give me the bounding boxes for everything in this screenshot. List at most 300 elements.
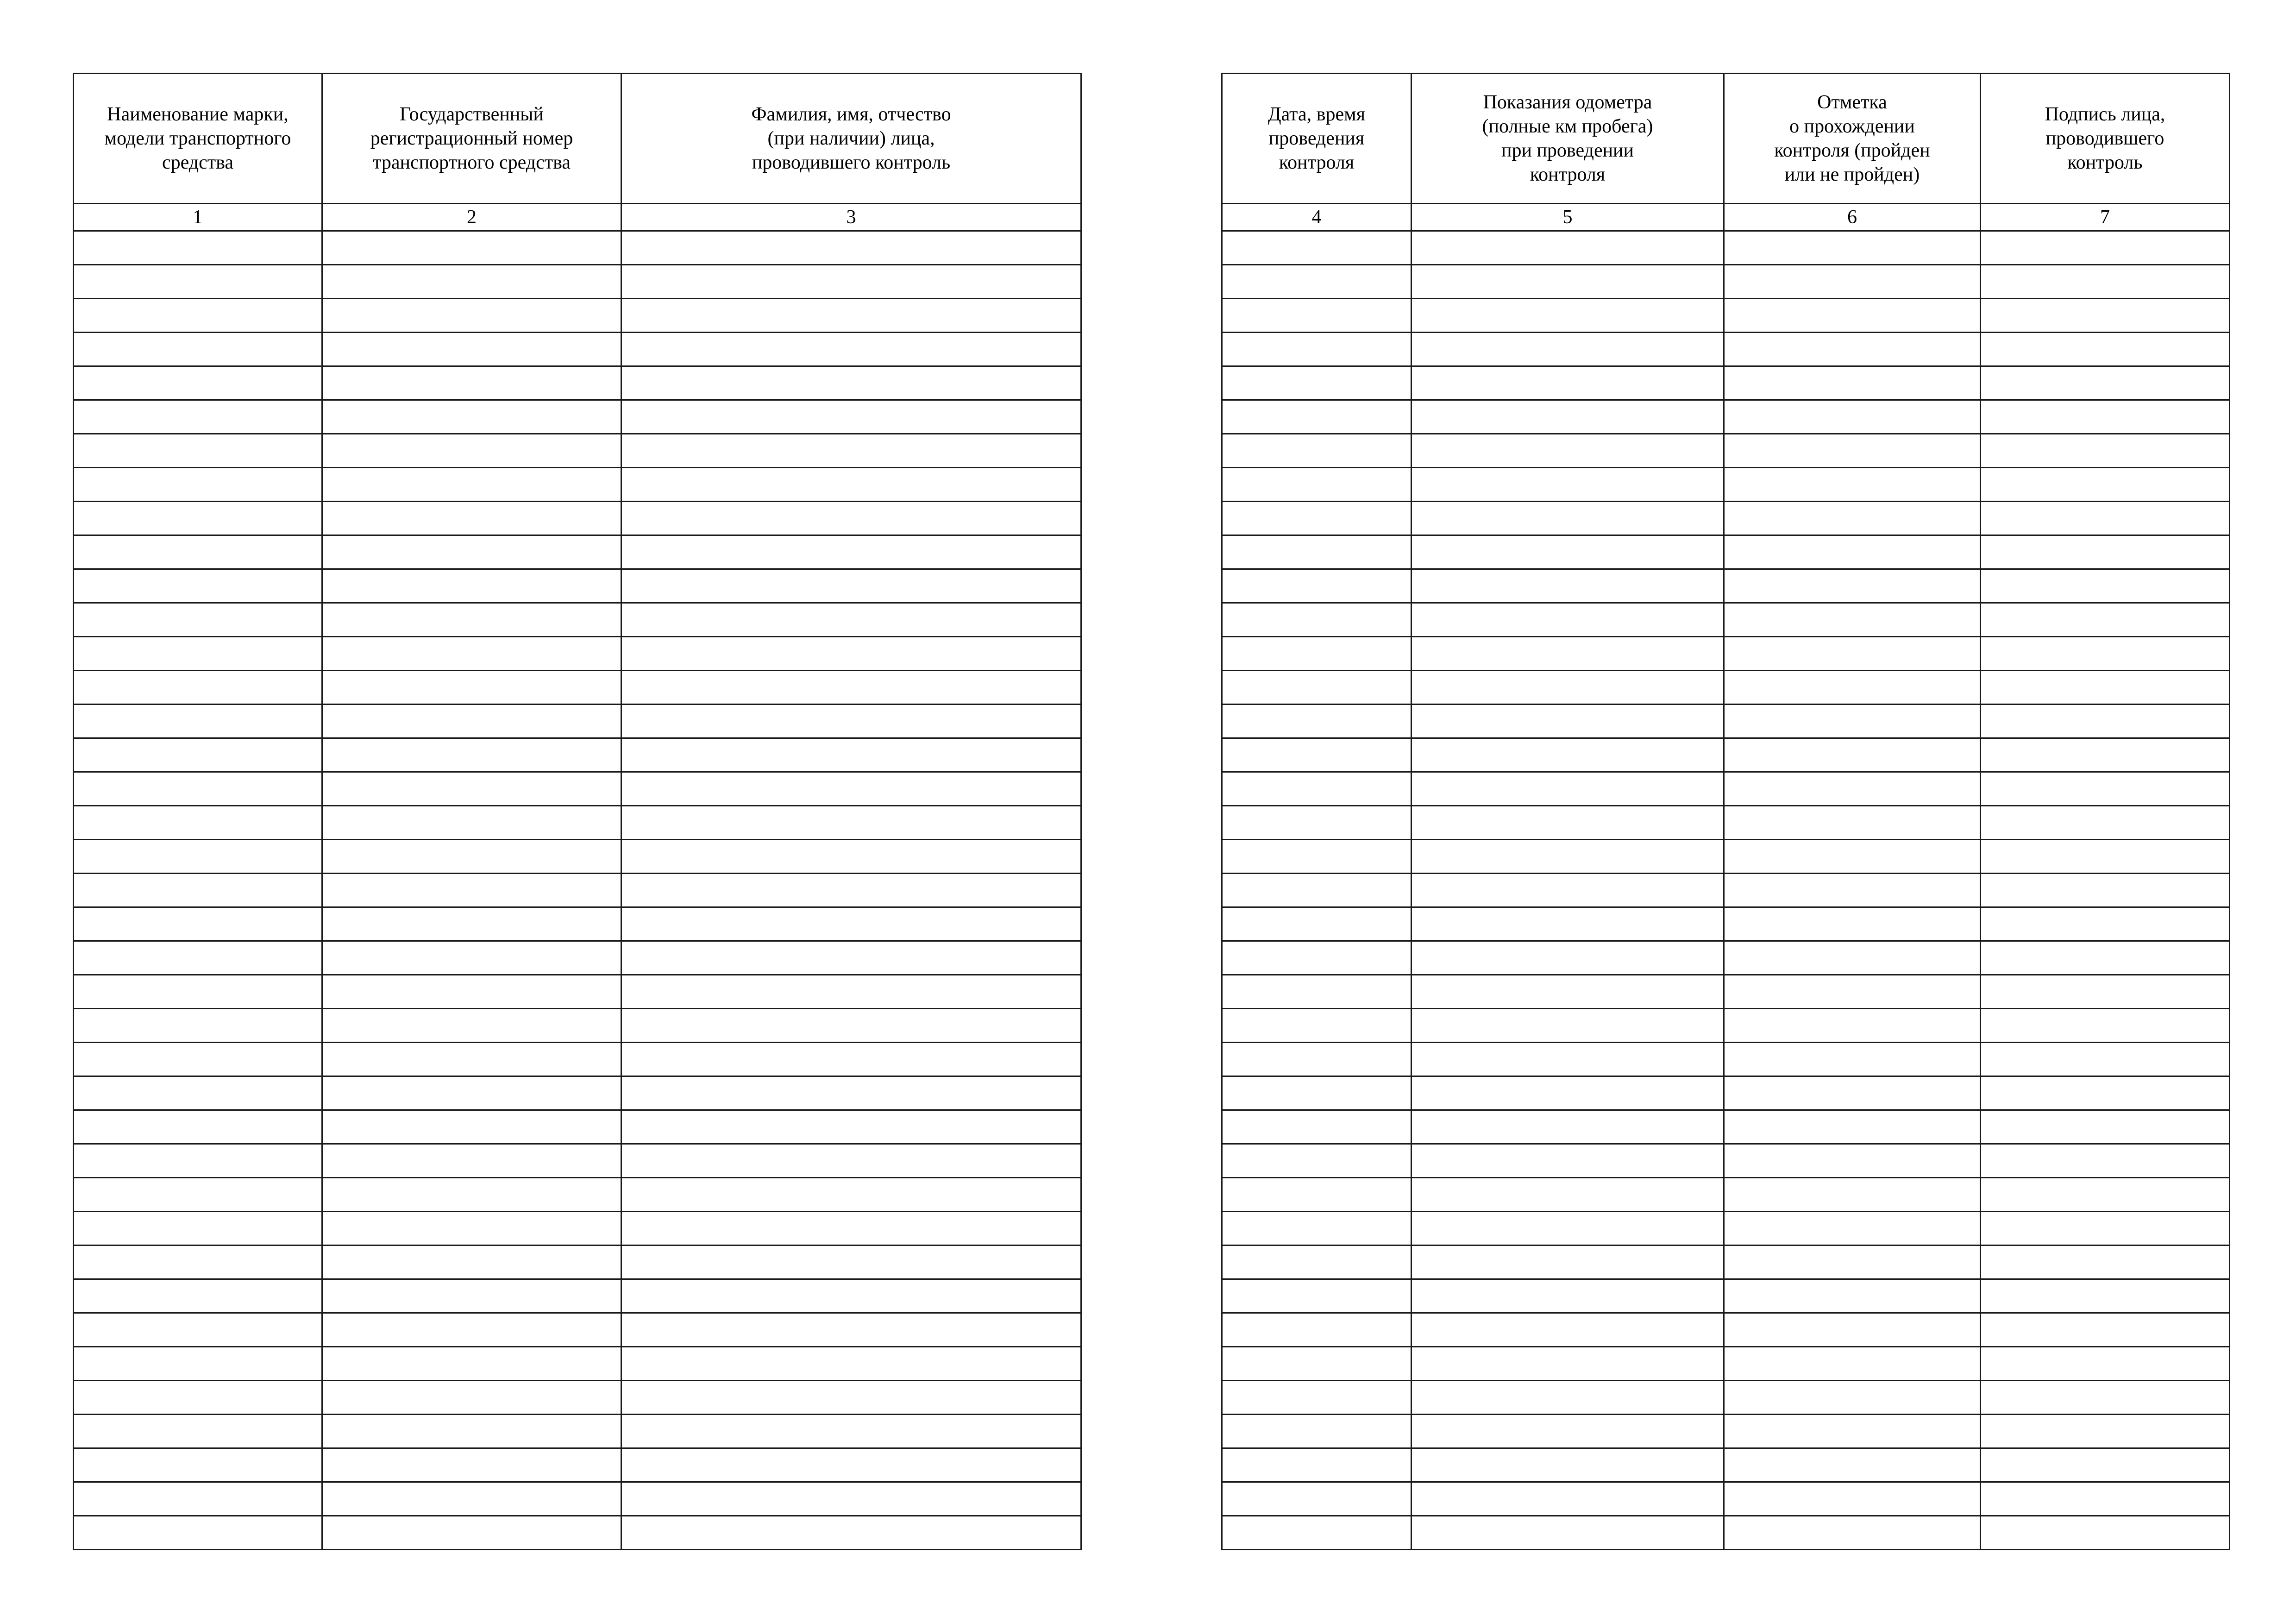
table-cell[interactable] (1724, 840, 1981, 874)
table-cell[interactable] (1411, 569, 1724, 603)
table-cell[interactable] (1724, 333, 1981, 366)
table-cell[interactable] (1981, 874, 2230, 907)
table-cell[interactable] (74, 1516, 322, 1550)
table-row (1222, 231, 2230, 265)
table-cell[interactable] (621, 1279, 1081, 1313)
table-cell[interactable] (1724, 1076, 1981, 1110)
table-cell[interactable] (1981, 1076, 2230, 1110)
table-cell[interactable] (1222, 1076, 1411, 1110)
table-cell[interactable] (322, 1076, 621, 1110)
table-cell[interactable] (322, 502, 621, 535)
table-cell[interactable] (74, 1076, 322, 1110)
table-cell[interactable] (322, 1178, 621, 1212)
table-cell[interactable] (1724, 603, 1981, 637)
table-cell[interactable] (621, 671, 1081, 705)
table-cell[interactable] (621, 434, 1081, 468)
table-cell[interactable] (1981, 840, 2230, 874)
table-cell[interactable] (1411, 1313, 1724, 1347)
table-cell[interactable] (621, 1313, 1081, 1347)
table-cell[interactable] (1724, 1212, 1981, 1246)
table-cell[interactable] (1411, 1279, 1724, 1313)
table-cell[interactable] (1981, 772, 2230, 806)
table-cell[interactable] (74, 738, 322, 772)
table-cell[interactable] (1724, 1043, 1981, 1076)
table-cell[interactable] (322, 941, 621, 975)
table-cell[interactable] (1222, 366, 1411, 400)
table-cell[interactable] (1981, 1516, 2230, 1550)
table-row (74, 1246, 1081, 1279)
table-cell[interactable] (1411, 1076, 1724, 1110)
table-cell[interactable] (1724, 1246, 1981, 1279)
table-row (1222, 603, 2230, 637)
table-row (1222, 502, 2230, 535)
table-cell[interactable] (1724, 1110, 1981, 1144)
table-cell[interactable] (621, 1381, 1081, 1415)
column-number: 4 (1222, 204, 1411, 231)
table-cell[interactable] (1411, 434, 1724, 468)
table-cell[interactable] (322, 637, 621, 671)
table-cell[interactable] (74, 705, 322, 738)
table-cell[interactable] (621, 1448, 1081, 1482)
table-cell[interactable] (621, 1178, 1081, 1212)
table-cell[interactable] (1222, 1043, 1411, 1076)
table-cell[interactable] (74, 400, 322, 434)
table-cell[interactable] (1222, 569, 1411, 603)
table-cell[interactable] (322, 1279, 621, 1313)
table-cell[interactable] (74, 1043, 322, 1076)
table-cell[interactable] (1724, 806, 1981, 840)
table-cell[interactable] (1222, 806, 1411, 840)
table-cell[interactable] (322, 1212, 621, 1246)
table-row (1222, 468, 2230, 502)
table-cell[interactable] (621, 502, 1081, 535)
table-cell[interactable] (1411, 637, 1724, 671)
table-cell[interactable] (1724, 1381, 1981, 1415)
table-cell[interactable] (322, 705, 621, 738)
table-cell[interactable] (1411, 231, 1724, 265)
table-cell[interactable] (74, 603, 322, 637)
table-cell[interactable] (1222, 907, 1411, 941)
table-cell[interactable] (621, 265, 1081, 299)
table-row (74, 603, 1081, 637)
table-cell[interactable] (1724, 907, 1981, 941)
table-cell[interactable] (1222, 1110, 1411, 1144)
table-cell[interactable] (621, 772, 1081, 806)
table-cell[interactable] (1411, 603, 1724, 637)
table-cell[interactable] (621, 366, 1081, 400)
table-cell[interactable] (1724, 502, 1981, 535)
table-cell[interactable] (1981, 333, 2230, 366)
table-cell[interactable] (1981, 1313, 2230, 1347)
table-cell[interactable] (1222, 265, 1411, 299)
table-cell[interactable] (74, 1144, 322, 1178)
table-cell[interactable] (74, 840, 322, 874)
table-cell[interactable] (1981, 400, 2230, 434)
table-row (74, 705, 1081, 738)
table-cell[interactable] (322, 1144, 621, 1178)
table-row (74, 1381, 1081, 1415)
table-cell[interactable] (74, 1482, 322, 1516)
table-cell[interactable] (1724, 671, 1981, 705)
table-cell[interactable] (1981, 299, 2230, 333)
table-cell[interactable] (1222, 975, 1411, 1009)
table-cell[interactable] (322, 671, 621, 705)
table-cell[interactable] (1411, 535, 1724, 569)
table-cell[interactable] (1981, 265, 2230, 299)
table-cell[interactable] (74, 366, 322, 400)
table-cell[interactable] (322, 1313, 621, 1347)
table-cell[interactable] (1222, 840, 1411, 874)
table-cell[interactable] (1411, 1144, 1724, 1178)
table-cell[interactable] (1724, 535, 1981, 569)
table-cell[interactable] (1222, 738, 1411, 772)
table-row (1222, 569, 2230, 603)
table-cell[interactable] (1724, 772, 1981, 806)
table-cell[interactable] (1724, 705, 1981, 738)
table-cell[interactable] (322, 1415, 621, 1448)
table-cell[interactable] (1724, 434, 1981, 468)
table-cell[interactable] (1222, 1279, 1411, 1313)
table-cell[interactable] (74, 1110, 322, 1144)
table-cell[interactable] (322, 1448, 621, 1482)
table-cell[interactable] (1411, 502, 1724, 535)
table-cell[interactable] (1981, 502, 2230, 535)
table-cell[interactable] (1724, 1415, 1981, 1448)
table-cell[interactable] (1222, 941, 1411, 975)
table-cell[interactable] (322, 806, 621, 840)
table-cell[interactable] (322, 231, 621, 265)
table-cell[interactable] (621, 400, 1081, 434)
table-cell[interactable] (621, 333, 1081, 366)
table-cell[interactable] (1981, 434, 2230, 468)
table-cell[interactable] (1724, 1448, 1981, 1482)
table-cell[interactable] (322, 434, 621, 468)
table-cell[interactable] (621, 1212, 1081, 1246)
column-number-row (1222, 204, 2230, 231)
table-cell[interactable] (1724, 975, 1981, 1009)
table-cell[interactable] (1411, 705, 1724, 738)
table-cell[interactable] (1981, 569, 2230, 603)
table-cell[interactable] (74, 1178, 322, 1212)
table-cell[interactable] (621, 1076, 1081, 1110)
table-cell[interactable] (322, 1043, 621, 1076)
table-cell[interactable] (74, 1347, 322, 1381)
table-cell[interactable] (1411, 1415, 1724, 1448)
table-row (74, 1076, 1081, 1110)
table-cell[interactable] (74, 941, 322, 975)
table-cell[interactable] (322, 1009, 621, 1043)
table-cell[interactable] (1411, 366, 1724, 400)
table-cell[interactable] (621, 1043, 1081, 1076)
table-cell[interactable] (621, 705, 1081, 738)
table-row (1222, 671, 2230, 705)
table-cell[interactable] (621, 874, 1081, 907)
table-cell[interactable] (621, 569, 1081, 603)
table-cell[interactable] (1724, 637, 1981, 671)
table-cell[interactable] (1981, 468, 2230, 502)
table-cell[interactable] (621, 1110, 1081, 1144)
table-cell[interactable] (322, 400, 621, 434)
table-cell[interactable] (1411, 907, 1724, 941)
table-cell[interactable] (322, 772, 621, 806)
table-cell[interactable] (322, 569, 621, 603)
table-cell[interactable] (74, 299, 322, 333)
table-cell[interactable] (74, 569, 322, 603)
table-cell[interactable] (1222, 1144, 1411, 1178)
table-cell[interactable] (1222, 468, 1411, 502)
table-row (74, 1110, 1081, 1144)
table-row (74, 1313, 1081, 1347)
table-cell[interactable] (1981, 1110, 2230, 1144)
table-cell[interactable] (621, 975, 1081, 1009)
table-cell[interactable] (621, 1516, 1081, 1550)
table-cell[interactable] (621, 468, 1081, 502)
table-cell[interactable] (322, 1347, 621, 1381)
table-cell[interactable] (1411, 1448, 1724, 1482)
table-cell[interactable] (1411, 1482, 1724, 1516)
table-cell[interactable] (1411, 1381, 1724, 1415)
table-cell[interactable] (1724, 569, 1981, 603)
table-cell[interactable] (1724, 468, 1981, 502)
table-cell[interactable] (74, 1279, 322, 1313)
table-cell[interactable] (1981, 907, 2230, 941)
table-cell[interactable] (322, 299, 621, 333)
table-cell[interactable] (1724, 1482, 1981, 1516)
table-cell[interactable] (1411, 941, 1724, 975)
table-cell[interactable] (1981, 1347, 2230, 1381)
table-cell[interactable] (621, 231, 1081, 265)
table-cell[interactable] (1981, 975, 2230, 1009)
table-cell[interactable] (1411, 1246, 1724, 1279)
table-cell[interactable] (1222, 535, 1411, 569)
table-cell[interactable] (1222, 1516, 1411, 1550)
table-cell[interactable] (1222, 1009, 1411, 1043)
table-cell[interactable] (1724, 231, 1981, 265)
table-cell[interactable] (1411, 772, 1724, 806)
table-cell[interactable] (621, 1415, 1081, 1448)
table-cell[interactable] (74, 1448, 322, 1482)
table-cell[interactable] (74, 671, 322, 705)
table-cell[interactable] (621, 840, 1081, 874)
table-cell[interactable] (1724, 366, 1981, 400)
table-cell[interactable] (1411, 806, 1724, 840)
table-cell[interactable] (322, 975, 621, 1009)
table-cell[interactable] (1724, 874, 1981, 907)
table-cell[interactable] (621, 907, 1081, 941)
table-cell[interactable] (322, 366, 621, 400)
table-row (74, 502, 1081, 535)
table-cell[interactable] (1981, 1279, 2230, 1313)
table-cell[interactable] (322, 265, 621, 299)
table-cell[interactable] (322, 738, 621, 772)
table-cell[interactable] (322, 1246, 621, 1279)
table-cell[interactable] (1222, 1448, 1411, 1482)
table-cell[interactable] (1724, 265, 1981, 299)
table-row (1222, 265, 2230, 299)
table-cell[interactable] (1981, 366, 2230, 400)
table-cell[interactable] (1222, 1381, 1411, 1415)
table-cell[interactable] (621, 806, 1081, 840)
table-cell[interactable] (1981, 671, 2230, 705)
table-cell[interactable] (1981, 1415, 2230, 1448)
table-cell[interactable] (74, 468, 322, 502)
table-cell[interactable] (1222, 1212, 1411, 1246)
table-cell[interactable] (1222, 1347, 1411, 1381)
table-cell[interactable] (1724, 1347, 1981, 1381)
table-cell[interactable] (1411, 1009, 1724, 1043)
table-cell[interactable] (1724, 400, 1981, 434)
table-row (1222, 366, 2230, 400)
table-cell[interactable] (621, 1009, 1081, 1043)
table-cell[interactable] (1222, 1415, 1411, 1448)
table-cell[interactable] (1981, 1482, 2230, 1516)
table-cell[interactable] (74, 265, 322, 299)
table-cell[interactable] (1724, 1144, 1981, 1178)
table-cell[interactable] (1411, 1043, 1724, 1076)
table-cell[interactable] (1411, 1347, 1724, 1381)
table-cell[interactable] (1222, 333, 1411, 366)
table-cell[interactable] (1981, 1246, 2230, 1279)
table-row (1222, 1381, 2230, 1415)
table-cell[interactable] (1411, 840, 1724, 874)
table-cell[interactable] (1411, 738, 1724, 772)
table-cell[interactable] (1411, 975, 1724, 1009)
table-row (74, 434, 1081, 468)
table-cell[interactable] (1981, 1381, 2230, 1415)
table-cell[interactable] (1724, 299, 1981, 333)
table-cell[interactable] (621, 1482, 1081, 1516)
table-cell[interactable] (1981, 705, 2230, 738)
table-cell[interactable] (1411, 265, 1724, 299)
table-cell[interactable] (621, 1144, 1081, 1178)
table-row (1222, 299, 2230, 333)
table-row (1222, 535, 2230, 569)
table-cell[interactable] (1411, 400, 1724, 434)
table-cell[interactable] (322, 1516, 621, 1550)
table-cell[interactable] (74, 1415, 322, 1448)
table-cell[interactable] (322, 535, 621, 569)
table-cell[interactable] (1411, 333, 1724, 366)
table-cell[interactable] (621, 941, 1081, 975)
table-cell[interactable] (1724, 1279, 1981, 1313)
table-cell[interactable] (621, 738, 1081, 772)
table-cell[interactable] (1981, 231, 2230, 265)
table-cell[interactable] (1222, 231, 1411, 265)
table-cell[interactable] (74, 535, 322, 569)
column-header-registration-number: Государственный регистрационный номер транспортного средства (322, 74, 621, 204)
table-cell[interactable] (1981, 941, 2230, 975)
table-cell[interactable] (322, 333, 621, 366)
table-cell[interactable] (1981, 738, 2230, 772)
table-cell[interactable] (1222, 874, 1411, 907)
table-cell[interactable] (1222, 299, 1411, 333)
table-cell[interactable] (1981, 637, 2230, 671)
table-cell[interactable] (74, 907, 322, 941)
table-cell[interactable] (322, 603, 621, 637)
table-cell[interactable] (1724, 1009, 1981, 1043)
table-cell[interactable] (1981, 535, 2230, 569)
table-cell[interactable] (1981, 1448, 2230, 1482)
table-cell[interactable] (1222, 434, 1411, 468)
table-cell[interactable] (621, 299, 1081, 333)
table-cell[interactable] (322, 907, 621, 941)
table-cell[interactable] (621, 535, 1081, 569)
table-cell[interactable] (1724, 1516, 1981, 1550)
table-cell[interactable] (1981, 603, 2230, 637)
table-cell[interactable] (621, 637, 1081, 671)
table-row (1222, 705, 2230, 738)
table-cell[interactable] (1411, 1516, 1724, 1550)
table-cell[interactable] (1981, 806, 2230, 840)
table-cell[interactable] (74, 502, 322, 535)
table-cell[interactable] (74, 1381, 322, 1415)
table-cell[interactable] (1411, 299, 1724, 333)
table-cell[interactable] (1411, 671, 1724, 705)
table-cell[interactable] (1981, 1144, 2230, 1178)
table-cell[interactable] (1411, 1212, 1724, 1246)
table-cell[interactable] (1981, 1212, 2230, 1246)
table-cell[interactable] (1222, 1246, 1411, 1279)
table-cell[interactable] (74, 1009, 322, 1043)
table-cell[interactable] (1222, 772, 1411, 806)
table-cell[interactable] (1724, 941, 1981, 975)
table-cell[interactable] (1222, 1482, 1411, 1516)
table-cell[interactable] (1411, 1110, 1724, 1144)
table-cell[interactable] (322, 1381, 621, 1415)
table-cell[interactable] (1724, 1313, 1981, 1347)
table-cell[interactable] (1981, 1009, 2230, 1043)
table-cell[interactable] (1222, 1178, 1411, 1212)
table-cell[interactable] (74, 975, 322, 1009)
table-cell[interactable] (74, 1212, 322, 1246)
table-cell[interactable] (621, 1347, 1081, 1381)
table-cell[interactable] (621, 603, 1081, 637)
table-cell[interactable] (322, 1482, 621, 1516)
table-cell[interactable] (322, 468, 621, 502)
table-cell[interactable] (74, 1246, 322, 1279)
table-cell[interactable] (1222, 637, 1411, 671)
table-cell[interactable] (1981, 1043, 2230, 1076)
table-cell[interactable] (74, 806, 322, 840)
table-cell[interactable] (1222, 705, 1411, 738)
table-cell[interactable] (1411, 468, 1724, 502)
table-cell[interactable] (322, 840, 621, 874)
table-cell[interactable] (1222, 502, 1411, 535)
table-cell[interactable] (74, 637, 322, 671)
table-cell[interactable] (74, 231, 322, 265)
table-cell[interactable] (1724, 1178, 1981, 1212)
table-cell[interactable] (322, 1110, 621, 1144)
table-cell[interactable] (74, 874, 322, 907)
table-cell[interactable] (1222, 1313, 1411, 1347)
table-cell[interactable] (1222, 400, 1411, 434)
table-cell[interactable] (74, 333, 322, 366)
table-cell[interactable] (74, 1313, 322, 1347)
table-cell[interactable] (1411, 874, 1724, 907)
table-row (1222, 1144, 2230, 1178)
table-cell[interactable] (322, 874, 621, 907)
table-row (1222, 1009, 2230, 1043)
table-cell[interactable] (1981, 1178, 2230, 1212)
table-cell[interactable] (1222, 671, 1411, 705)
table-cell[interactable] (1222, 603, 1411, 637)
table-cell[interactable] (1411, 1178, 1724, 1212)
table-cell[interactable] (621, 1246, 1081, 1279)
table-cell[interactable] (1724, 738, 1981, 772)
table-row (1222, 1246, 2230, 1279)
table-cell[interactable] (74, 772, 322, 806)
table-cell[interactable] (74, 434, 322, 468)
